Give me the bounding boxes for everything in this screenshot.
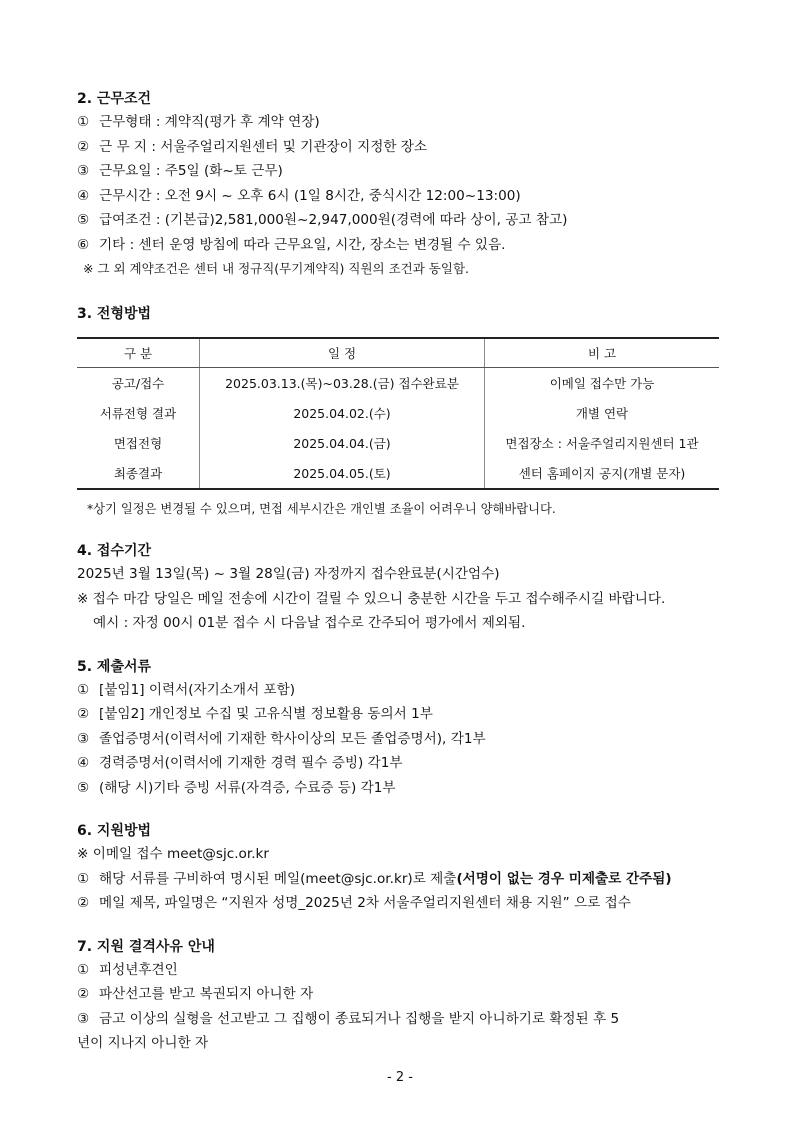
list-item: ② 메일 제목, 파일명은 “지원자 성명_2025년 2차 서울주얼리지원센터 채용 지원” 으로 접수 bbox=[77, 895, 631, 911]
list-item: ③ 근무요일 : 주5일 (화~토 근무) bbox=[77, 163, 283, 179]
table-row: 공고/접수 2025.03.13.(목)~03.28.(금) 접수완료분 이메일 접수만 가능 bbox=[77, 368, 719, 399]
section-4-title: 4. 접수기간 bbox=[77, 543, 152, 559]
table-row: 서류전형 결과 2025.04.02.(수) 개별 연락 bbox=[77, 398, 719, 428]
section-6-title: 6. 지원방법 bbox=[77, 823, 152, 839]
list-item: ① 근무형태 : 계약직(평가 후 계약 연장) bbox=[77, 114, 320, 130]
list-item: ① [붙임1] 이력서(자기소개서 포함) bbox=[77, 681, 296, 698]
section-2-note: ※ 그 외 계약조건은 센터 내 정규직(무기계약직) 직원의 조건과 동일함. bbox=[83, 261, 469, 276]
table-row: 최종결과 2025.04.05.(토) 센터 홈페이지 공지(개별 문자) bbox=[77, 458, 719, 489]
list-item-continuation: 년이 지나지 아니한 자 bbox=[77, 1035, 209, 1051]
list-item: ② 근 무 지 : 서울주얼리지원센터 및 기관장이 지정한 장소 bbox=[77, 138, 428, 155]
table-header: 비 고 bbox=[485, 338, 720, 368]
schedule-table bbox=[77, 337, 719, 490]
table-row: 면접전형 2025.04.04.(금) 면접장소 : 서울주얼리지원센터 1관 bbox=[77, 428, 719, 458]
list-item: ① 해당 서류를 구비하여 명시된 메일(meet@sjc.or.kr)로 제출(서명이 없는 경우 미제출로 간주됨) bbox=[77, 870, 672, 887]
table-header-row bbox=[77, 338, 719, 368]
list-item: ③ 금고 이상의 실형을 선고받고 그 집행이 종료되거나 집행을 받지 아니하기로 확정된 후 5 bbox=[77, 1010, 620, 1027]
section-2-title: 2. 근무조건 bbox=[77, 91, 152, 107]
list-item: ② [붙임2] 개인정보 수집 및 고유식별 정보활용 동의서 1부 bbox=[77, 706, 433, 722]
list-item: ② 파산선고를 받고 복권되지 아니한 자 bbox=[77, 986, 314, 1002]
table-header: 일 정 bbox=[200, 338, 485, 368]
period-text: 2025년 3월 13일(목) ~ 3월 28일(금) 자정까지 접수완료분(시간엄수) bbox=[77, 566, 500, 582]
table-header: 구 분 bbox=[77, 338, 200, 368]
table-note: *상기 일정은 변경될 수 있으며, 면접 세부시간은 개인별 조율이 어려우니 양해바랍니다. bbox=[87, 502, 556, 516]
section-7-title: 7. 지원 결격사유 안내 bbox=[77, 938, 215, 955]
bold-warning: (서명이 없는 경우 미제출로 간주됨) bbox=[456, 870, 672, 887]
section-5-title: 5. 제출서류 bbox=[77, 658, 152, 675]
list-item: ⑤ 급여조건 : (기본급)2,581,000원~2,947,000원(경력에 따라 상이, 공고 참고) bbox=[77, 212, 568, 228]
list-item: ④ 근무시간 : 오전 9시 ~ 오후 6시 (1일 8시간, 중식시간 12:00~13:00) bbox=[77, 187, 521, 204]
list-item: ① 피성년후견인 bbox=[77, 961, 178, 978]
email-line: ※ 이메일 접수 meet@sjc.or.kr bbox=[77, 846, 269, 862]
section-3-title: 3. 전형방법 bbox=[77, 306, 152, 322]
period-example: 예시 : 자정 00시 01분 접수 시 다음날 접수로 간주되어 평가에서 제외됨. bbox=[93, 615, 526, 631]
list-item: ⑥ 기타 : 센터 운영 방침에 따라 근무요일, 시간, 장소는 변경될 수 있음. bbox=[77, 236, 506, 253]
list-item: ④ 경력증명서(이력서에 기재한 경력 필수 증빙) 각1부 bbox=[77, 755, 403, 771]
list-item: ③ 졸업증명서(이력서에 기재한 학사이상의 모든 졸업증명서), 각1부 bbox=[77, 730, 486, 747]
page-number: - 2 - bbox=[387, 1070, 413, 1085]
document-page bbox=[77, 88, 727, 1056]
period-note: ※ 접수 마감 당일은 메일 전송에 시간이 걸릴 수 있으니 충분한 시간을 두고 접수해주시길 바랍니다. bbox=[77, 590, 666, 607]
list-item: ⑤ (해당 시)기타 증빙 서류(자격증, 수료증 등) 각1부 bbox=[77, 779, 396, 796]
